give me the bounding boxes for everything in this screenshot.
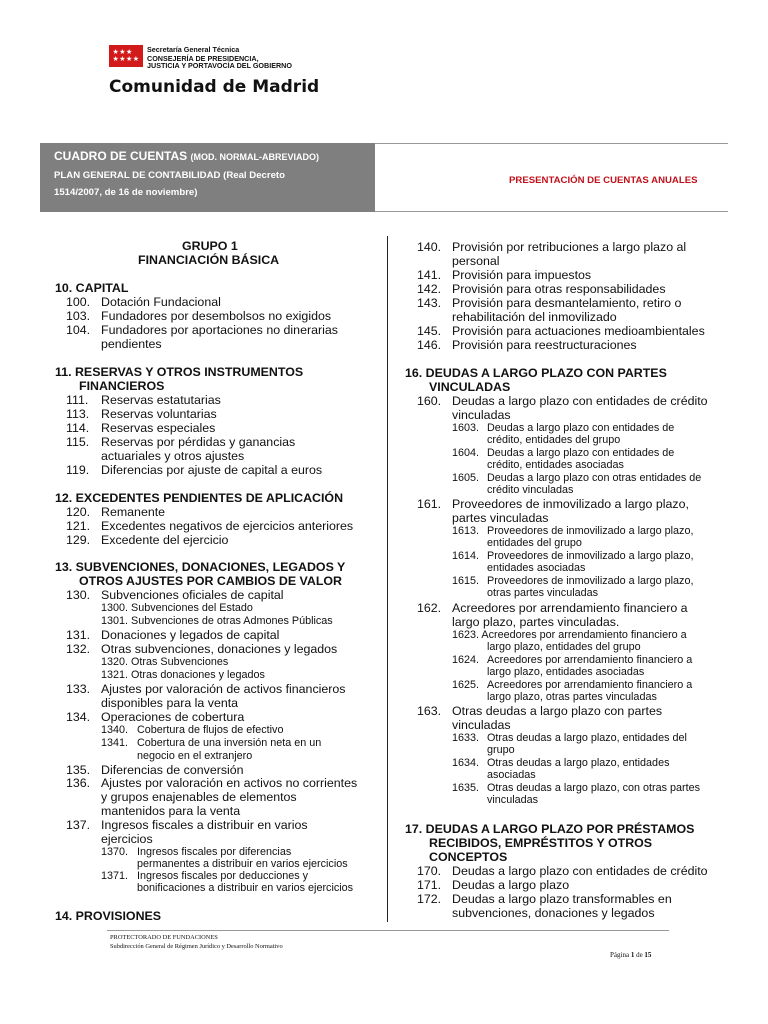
account-code: 137. (66, 818, 91, 832)
account-code: 172. (417, 892, 442, 906)
account-text: actuariales y otros ajustes (101, 449, 245, 463)
page-current: 1 (630, 951, 635, 959)
subaccount-code: 1605. (452, 472, 480, 484)
subaccount-code: 1634. (452, 757, 480, 769)
subaccount-text: crédito, entidades del grupo (487, 434, 621, 446)
account-code: 111. (66, 393, 89, 407)
org-title: Comunidad de Madrid (109, 77, 320, 97)
account-code: 103. (66, 309, 91, 323)
account-text: Acreedores por arrendamiento financiero a (452, 601, 688, 615)
subaccount-text: 1301. Subvenciones de otras Admones Públicas (101, 615, 333, 627)
account-text: Remanente (101, 505, 166, 519)
subaccount-text: 1320. Otras Subvenciones (101, 656, 229, 668)
subaccount-code: 1603. (452, 422, 480, 434)
account-text: y grupos enajenables de elementos (101, 790, 297, 804)
account-heading: OTROS AJUSTES POR CAMBIOS DE VALOR (79, 574, 342, 588)
page-number (610, 951, 651, 959)
account-code: 133. (66, 682, 91, 696)
account-text: Excedente del ejercicio (101, 533, 229, 547)
org-line-1: Secretaría General Técnica (147, 45, 240, 54)
account-code: 131. (66, 628, 91, 642)
account-code: 163. (417, 704, 442, 718)
account-code: 134. (66, 710, 91, 724)
subaccount-text: largo plazo, entidades asociadas (487, 666, 645, 678)
account-text: Reservas especiales (101, 421, 216, 435)
subaccount-code: 1625. (452, 679, 480, 691)
account-heading: CONCEPTOS (429, 850, 508, 864)
subaccount-text: largo plazo, otras partes vinculadas (487, 691, 657, 703)
account-text: Otras deudas a largo plazo con partes (452, 704, 663, 718)
account-text: Provisión por retribuciones a largo plazo al (452, 240, 687, 254)
account-text: Excedentes negativos de ejercicios anteriores (101, 519, 354, 533)
subaccount-code: 1633. (452, 732, 480, 744)
account-code: 143. (417, 296, 442, 310)
account-text: subvenciones, donaciones y legados (452, 906, 655, 920)
account-code: 160. (417, 394, 442, 408)
subaccount-text: largo plazo, entidades del grupo (487, 641, 641, 653)
subaccount-text: Otras deudas a largo plazo, entidades (487, 757, 670, 769)
subaccount-text: Proveedores de inmovilizado a largo plazo, (487, 525, 694, 537)
subaccount-text: entidades asociadas (487, 562, 586, 574)
subaccount-text: Ingresos fiscales por diferencias (137, 846, 292, 858)
account-code: 146. (417, 338, 442, 352)
subaccount-text: Deudas a largo plazo con entidades de (487, 422, 675, 434)
account-text: Deudas a largo plazo con entidades de crédito (452, 394, 708, 408)
org-line-2: CONSEJERÍA DE PRESIDENCIA, (147, 54, 259, 63)
group-number: GRUPO 1 (182, 239, 238, 253)
subaccount-text: Otras deudas a largo plazo, con otras partes (487, 782, 701, 794)
account-text: Reservas por pérdidas y ganancias (101, 435, 296, 449)
account-text: vinculadas (452, 408, 511, 422)
account-code: 170. (417, 864, 442, 878)
subaccount-text: Cobertura de flujos de efectivo (137, 724, 284, 736)
subaccount-text: grupo (487, 744, 515, 756)
subaccount-code: 1370. (101, 846, 129, 858)
footer-rule (107, 930, 669, 931)
subaccount-text: Otras deudas a largo plazo, entidades del (487, 732, 687, 744)
subaccount-code: 1615. (452, 575, 480, 587)
banner-line-3: 1514/2007, de 16 de noviembre) (54, 187, 198, 198)
account-text: Donaciones y legados de capital (101, 628, 280, 642)
account-heading: 17. DEUDAS A LARGO PLAZO POR PRÉSTAMOS (405, 822, 695, 836)
account-heading: VINCULADAS (429, 380, 511, 394)
account-text: Subvenciones oficiales de capital (101, 588, 284, 602)
account-text: Deudas a largo plazo (452, 878, 570, 892)
account-text: ejercicios (101, 832, 153, 846)
subaccount-text: 1623. Acreedores por arrendamiento financiero a (452, 629, 687, 641)
group-name: FINANCIACIÓN BÁSICA (138, 253, 280, 267)
account-text: Provisión para otras responsabilidades (452, 282, 666, 296)
footer-line-2: Subdirección General de Régimen Jurídico y Desarrollo Normativo (110, 943, 283, 950)
account-text: Ingresos fiscales a distribuir en varios (101, 818, 308, 832)
account-code: 136. (66, 776, 91, 790)
account-text: mantenidos para la venta (101, 804, 241, 818)
account-text: rehabilitación del inmovilizado (452, 310, 617, 324)
account-heading: 14. PROVISIONES (55, 909, 162, 923)
account-code: 162. (417, 601, 442, 615)
account-heading: 16. DEUDAS A LARGO PLAZO CON PARTES (405, 366, 667, 380)
account-code: 104. (66, 323, 91, 337)
subaccount-code: 1614. (452, 550, 480, 562)
account-code: 119. (66, 463, 90, 477)
account-heading: FINANCIEROS (79, 379, 165, 393)
account-code: 129. (66, 533, 91, 547)
account-text: Reservas estatutarias (101, 393, 221, 407)
account-text: largo plazo, partes vinculadas. (452, 615, 620, 629)
page-of: de (636, 951, 643, 959)
account-text: Deudas a largo plazo transformables en (452, 892, 672, 906)
account-text: Proveedores de inmovilizado a largo plazo, (452, 497, 689, 511)
account-heading: 11. RESERVAS Y OTROS INSTRUMENTOS (55, 365, 304, 379)
subaccount-text: vinculadas (487, 794, 539, 806)
account-code: 140. (417, 240, 442, 254)
account-text: pendientes (101, 337, 162, 351)
account-text: Provisión para reestructuraciones (452, 338, 637, 352)
account-text: partes vinculadas (452, 511, 549, 525)
page-total: 15 (644, 951, 652, 959)
subaccount-text: 1321. Otras donaciones y legados (101, 669, 265, 681)
account-text: personal (452, 254, 500, 268)
account-text: disponibles para la venta (101, 696, 239, 710)
subaccount-text: Proveedores de inmovilizado a largo plazo, (487, 575, 694, 587)
banner-title-note: (MOD. NORMAL-ABREVIADO) (190, 152, 319, 162)
org-line-3: JUSTICIA Y PORTAVOCÍA DEL GOBIERNO (147, 61, 292, 70)
subaccount-code: 1371. (101, 870, 129, 882)
account-code: 120. (66, 505, 91, 519)
account-heading: 12. EXCEDENTES PENDIENTES DE APLICACIÓN (55, 491, 344, 505)
account-code: 142. (417, 282, 442, 296)
subaccount-code: 1624. (452, 654, 480, 666)
subaccount-text: Acreedores por arrendamiento financiero a (487, 679, 693, 691)
account-code: 171. (417, 878, 442, 892)
account-code: 161. (417, 497, 442, 511)
subaccount-text: Proveedores de inmovilizado a largo plazo, (487, 550, 694, 562)
account-text: Fundadores por aportaciones no dinerarias (101, 323, 338, 337)
page-word: Página (610, 951, 630, 959)
presentation-label: PRESENTACIÓN DE CUENTAS ANUALES (509, 175, 698, 186)
account-text: Deudas a largo plazo con entidades de crédito (452, 864, 708, 878)
subaccount-text: bonificaciones a distribuir en varios ejercicios (137, 882, 354, 894)
banner-line-2: PLAN GENERAL DE CONTABILIDAD (Real Decreto (54, 170, 285, 181)
account-code: 113. (66, 407, 90, 421)
subaccount-text: Cobertura de una inversión neta en un (137, 737, 322, 749)
account-text: Diferencias de conversión (101, 763, 244, 777)
account-code: 115. (66, 435, 90, 449)
account-code: 114. (66, 421, 90, 435)
account-text: Provisión para actuaciones medioambientales (452, 324, 705, 338)
subaccount-text: permanentes a distribuir en varios ejercicios (137, 858, 348, 870)
account-heading: RECIBIDOS, EMPRÉSTITOS Y OTROS (429, 836, 653, 850)
account-text: Provisión para desmantelamiento, retiro o (452, 296, 682, 310)
star-icons: ★★★ ★★★★ (112, 49, 140, 63)
subaccount-text: Deudas a largo plazo con otras entidades de (487, 472, 702, 484)
account-text: Ajustes por valoración de activos financieros (101, 682, 346, 696)
subaccount-text: crédito vinculadas (487, 484, 574, 496)
account-heading: 13. SUBVENCIONES, DONACIONES, LEGADOS Y (55, 560, 346, 574)
account-code: 132. (66, 642, 91, 656)
account-text: Ajustes por valoración en activos no corrientes (101, 776, 358, 790)
account-text: vinculadas (452, 718, 511, 732)
subaccount-text: negocio en el extranjero (137, 750, 253, 762)
account-code: 135. (66, 763, 91, 777)
subaccount-code: 1604. (452, 447, 480, 459)
subaccount-text: Deudas a largo plazo con entidades de (487, 447, 675, 459)
account-text: Fundadores por desembolsos no exigidos (101, 309, 332, 323)
subaccount-text: asociadas (487, 769, 536, 781)
subaccount-text: Ingresos fiscales por deducciones y (137, 870, 309, 882)
account-code: 121. (66, 519, 91, 533)
account-code: 145. (417, 324, 442, 338)
account-heading: 10. CAPITAL (55, 281, 129, 295)
banner-title-text: CUADRO DE CUENTAS (54, 149, 188, 163)
subaccount-code: 1340. (101, 724, 129, 736)
subaccount-code: 1341. (101, 737, 129, 749)
account-text: Provisión para impuestos (452, 268, 592, 282)
account-text: Diferencias por ajuste de capital a euros (101, 463, 323, 477)
subaccount-text: 1300. Subvenciones del Estado (101, 602, 253, 614)
account-text: Operaciones de cobertura (101, 710, 245, 724)
subaccount-text: otras partes vinculadas (487, 587, 599, 599)
subaccount-text: entidades del grupo (487, 537, 582, 549)
account-code: 100. (66, 295, 91, 309)
subaccount-text: crédito, entidades asociadas (487, 459, 624, 471)
account-text: Dotación Fundacional (101, 295, 221, 309)
account-code: 130. (66, 588, 91, 602)
footer-line-1: PROTECTORADO DE FUNDACIONES (110, 934, 218, 941)
account-text: Otras subvenciones, donaciones y legados (101, 642, 338, 656)
account-text: Reservas voluntarias (101, 407, 217, 421)
account-code: 141. (417, 268, 442, 282)
subaccount-code: 1635. (452, 782, 480, 794)
subaccount-text: Acreedores por arrendamiento financiero a (487, 654, 693, 666)
subaccount-code: 1613. (452, 525, 480, 537)
